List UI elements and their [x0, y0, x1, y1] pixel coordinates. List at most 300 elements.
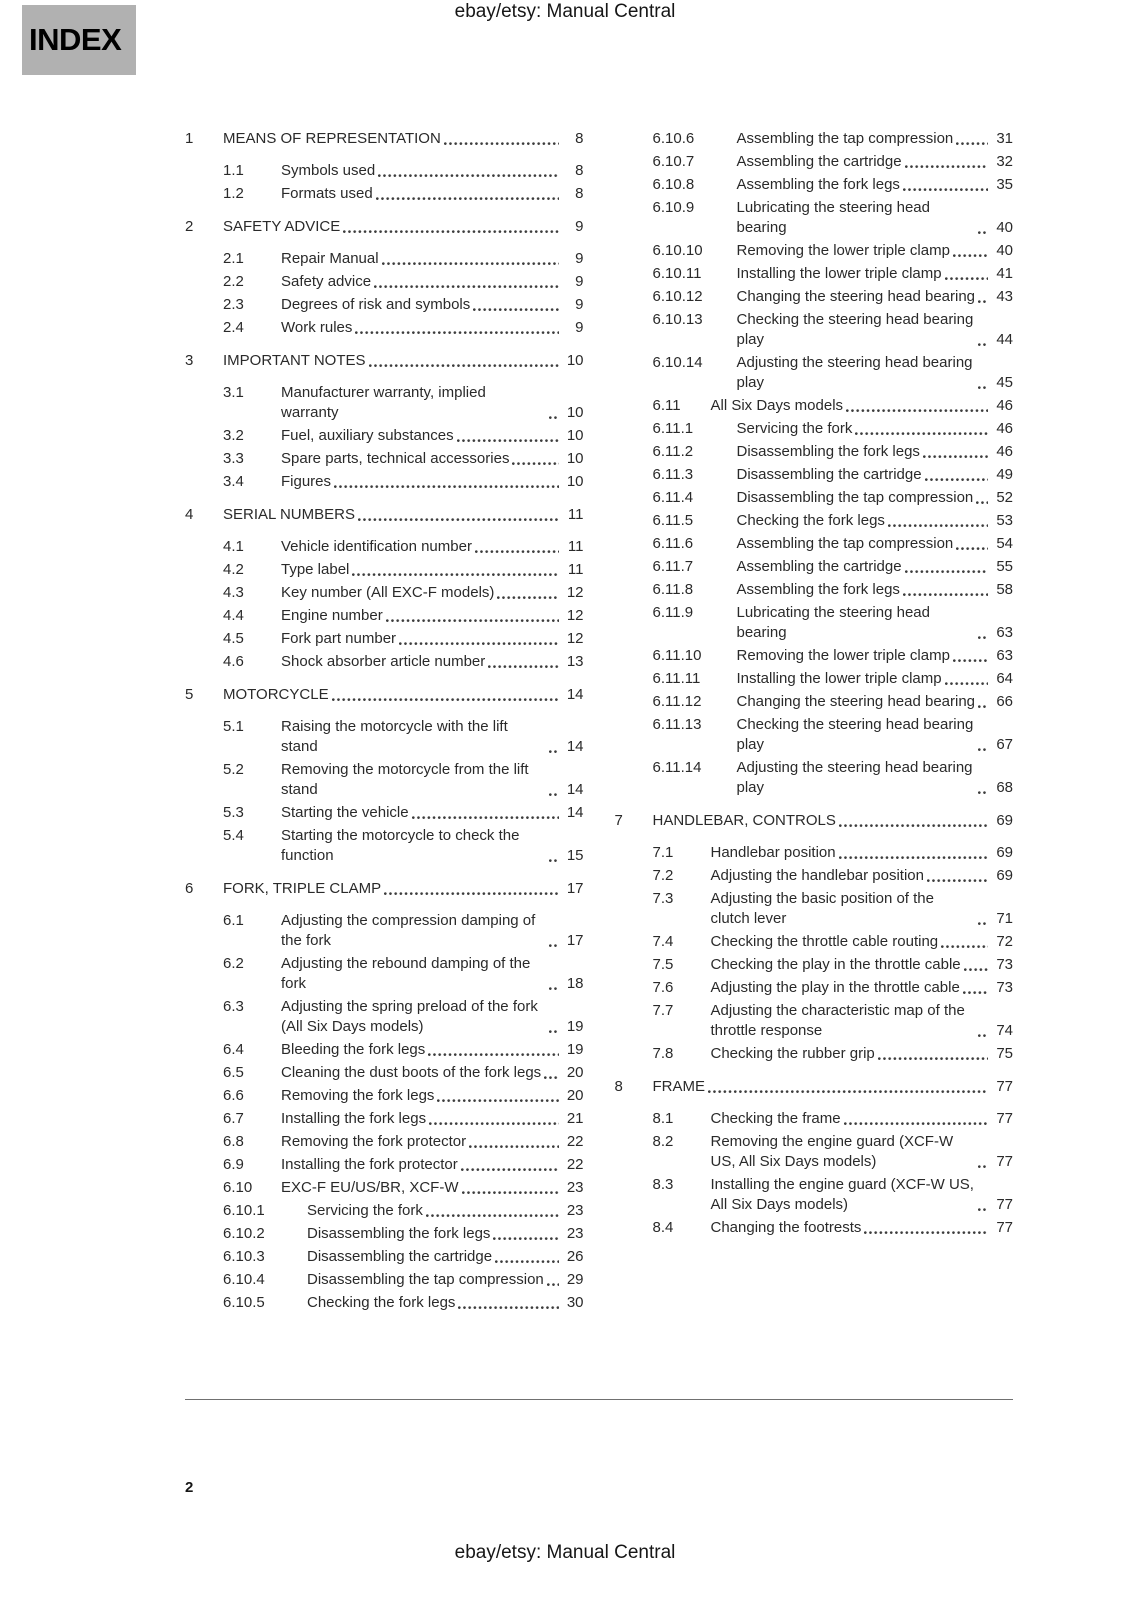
toc-entry-number: 1	[185, 130, 194, 147]
toc-entry-title: Adjusting the handlebar position	[710, 867, 924, 884]
toc-entry-title: FRAME	[652, 1078, 705, 1095]
toc-entry	[223, 383, 584, 423]
toc-entry-title: Disassembling the fork legs	[307, 1225, 491, 1242]
toc-entry-page: 10	[566, 450, 584, 467]
toc-entry-number: 1.1	[223, 162, 244, 179]
toc-entry	[223, 184, 584, 204]
dot-leader	[378, 174, 558, 177]
toc-entry-title: Checking the throttle cable routing	[710, 933, 939, 950]
toc-entry-number: 6.11.5	[652, 512, 694, 529]
toc-entry-page: 46	[996, 443, 1013, 460]
dot-leader	[927, 879, 988, 882]
toc-entry-title: Checking the frame	[710, 1110, 841, 1127]
toc-entry-title: Lubricating the steering head bearing	[736, 604, 930, 641]
dot-leader	[475, 550, 559, 553]
toc-entry-page: 52	[996, 489, 1013, 506]
dot-leader	[457, 439, 559, 442]
toc-entry	[653, 692, 1014, 712]
dot-leader	[428, 1053, 558, 1056]
toc-entry	[653, 603, 1014, 643]
toc-entry-page: 10	[566, 473, 584, 490]
toc-entry-number: 7.7	[652, 1002, 674, 1019]
toc-entry-title: Assembling the tap compression	[736, 535, 954, 552]
toc-entry-number: 2.1	[223, 250, 244, 267]
toc-entry	[223, 1293, 584, 1313]
toc-entry	[653, 843, 1014, 863]
toc-entry-title: Adjusting the spring preload of the fork (All Six Days models)	[281, 998, 538, 1035]
dot-leader	[473, 308, 558, 311]
toc-entry-page: 11	[567, 538, 584, 555]
toc-entry-title: Key number (All EXC-F models)	[281, 584, 495, 601]
dot-leader	[374, 285, 558, 288]
dot-leader	[343, 230, 558, 233]
toc-entry-page: 9	[575, 250, 584, 267]
dot-leader	[399, 642, 558, 645]
toc-entry-page: 68	[996, 779, 1013, 796]
dot-leader	[953, 254, 988, 257]
toc-entry-page: 21	[566, 1110, 584, 1127]
toc-entry-number: 8	[614, 1078, 623, 1095]
toc-entry	[615, 811, 1014, 831]
dot-leader	[497, 596, 558, 599]
dot-leader	[437, 1099, 558, 1102]
toc-entry-page: 64	[996, 670, 1013, 687]
dot-leader	[332, 698, 559, 701]
toc-entry-page: 35	[996, 176, 1013, 193]
header-title: ebay/etsy: Manual Central	[454, 1, 676, 22]
toc-entry-page: 23	[566, 1202, 584, 1219]
toc-entry	[653, 175, 1014, 195]
toc-entry-page: 71	[996, 910, 1013, 927]
toc-entry-number: 6.6	[223, 1087, 244, 1104]
toc-entry-page: 10	[566, 404, 584, 421]
toc-entry-number: 7.4	[652, 933, 674, 950]
toc-entry-title: Adjusting the characteristic map of the throttle response	[710, 1002, 965, 1039]
toc-entry-number: 2.2	[223, 273, 244, 290]
toc-entry-title: Disassembling the cartridge	[307, 1248, 493, 1265]
dot-leader	[549, 859, 559, 862]
toc-entry	[223, 1270, 584, 1290]
toc-entry-number: 8.2	[652, 1133, 674, 1150]
toc-entry-page: 73	[996, 956, 1013, 973]
toc-entry-number: 4.4	[223, 607, 244, 624]
dot-leader	[978, 1208, 988, 1211]
dot-leader	[549, 416, 559, 419]
toc-entry-number: 4.3	[223, 584, 244, 601]
toc-entry	[223, 1109, 584, 1129]
dot-leader	[978, 1165, 988, 1168]
toc-entry-title: MEANS OF REPRESENTATION	[223, 130, 441, 147]
toc-entry-page: 30	[566, 1294, 584, 1311]
toc-entry-number: 6.10	[223, 1179, 253, 1196]
dot-leader	[488, 665, 558, 668]
toc-entry-title: Shock absorber article number	[281, 653, 486, 670]
toc-entry-number: 6.7	[223, 1110, 244, 1127]
toc-entry	[223, 1086, 584, 1106]
toc-entry-number: 6.5	[223, 1064, 244, 1081]
toc-entry	[653, 310, 1014, 350]
toc-entry-number: 3.1	[223, 384, 244, 401]
toc-entry-title: Work rules	[281, 319, 353, 336]
toc-entry-page: 23	[566, 1179, 584, 1196]
toc-entry-page: 53	[996, 512, 1013, 529]
toc-entry-number: 7.2	[652, 867, 674, 884]
toc-entry-title: Adjusting the steering head bearing play	[736, 759, 973, 796]
toc-entry-title: Disassembling the tap compression	[736, 489, 974, 506]
dot-leader	[945, 277, 988, 280]
toc-entry-number: 6.11.3	[652, 466, 694, 483]
toc-entry-title: Installing the fork legs	[281, 1110, 427, 1127]
toc-entry	[223, 606, 584, 626]
dot-leader	[462, 1191, 559, 1194]
toc-entry-number: 7.1	[652, 844, 674, 861]
toc-entry	[223, 1224, 584, 1244]
toc-entry	[185, 217, 584, 237]
toc-entry	[223, 583, 584, 603]
toc-entry	[653, 396, 1014, 416]
toc-entry-page: 14	[566, 686, 584, 703]
toc-entry	[653, 129, 1014, 149]
toc-entry-number: 6.10.9	[652, 199, 695, 216]
toc-entry	[223, 1040, 584, 1060]
dot-leader	[978, 386, 988, 389]
toc-entry-title: Checking the steering head bearing play	[736, 716, 974, 753]
toc-entry-page: 40	[996, 219, 1013, 236]
toc-entry-page: 12	[566, 630, 584, 647]
dot-leader	[549, 987, 559, 990]
toc-entry-page: 9	[575, 218, 584, 235]
toc-entry	[653, 932, 1014, 952]
toc-entry-page: 14	[566, 804, 584, 821]
toc-entry-number: 6.11.1	[652, 420, 694, 437]
toc-entry-title: Engine number	[281, 607, 383, 624]
toc-entry	[653, 264, 1014, 284]
table-of-contents	[185, 129, 1013, 1316]
toc-entry-title: Starting the vehicle	[281, 804, 409, 821]
dot-leader	[461, 1168, 559, 1171]
toc-entry-page: 29	[566, 1271, 584, 1288]
toc-entry-number: 6.11.13	[652, 716, 702, 733]
toc-entry	[653, 866, 1014, 886]
dot-leader	[905, 165, 988, 168]
toc-entry-page: 14	[566, 781, 584, 798]
toc-entry-title: Adjusting the rebound damping of the fork	[281, 955, 531, 992]
toc-entry	[653, 557, 1014, 577]
toc-entry-page: 77	[996, 1110, 1013, 1127]
toc-entry-title: SERIAL NUMBERS	[223, 506, 355, 523]
toc-entry-number: 6.11.11	[652, 670, 701, 687]
toc-entry-page: 9	[575, 273, 584, 290]
toc-entry-page: 69	[996, 867, 1013, 884]
toc-entry-number: 4.1	[223, 538, 244, 555]
toc-entry-number: 7.8	[652, 1045, 674, 1062]
toc-entry	[615, 1077, 1014, 1097]
toc-entry-number: 4	[185, 506, 194, 523]
toc-entry	[223, 472, 584, 492]
toc-entry-title: Degrees of risk and symbols	[281, 296, 471, 313]
toc-entry	[653, 442, 1014, 462]
dot-leader	[547, 1283, 559, 1286]
dot-leader	[888, 524, 988, 527]
toc-entry	[653, 511, 1014, 531]
toc-entry-page: 72	[996, 933, 1013, 950]
toc-entry-page: 63	[996, 624, 1013, 641]
dot-leader	[956, 547, 988, 550]
toc-entry	[223, 295, 584, 315]
toc-entry-number: 6.10.5	[223, 1294, 265, 1311]
toc-entry-number: 8.3	[652, 1176, 674, 1193]
dot-leader	[708, 1090, 988, 1093]
toc-entry	[653, 1044, 1014, 1064]
toc-entry-page: 9	[575, 296, 584, 313]
toc-entry	[223, 449, 584, 469]
toc-entry	[223, 717, 584, 757]
toc-entry-title: Installing the fork protector	[281, 1156, 458, 1173]
toc-entry-page: 73	[996, 979, 1013, 996]
toc-entry-title: All Six Days models	[710, 397, 844, 414]
dot-leader	[903, 593, 988, 596]
dot-leader	[941, 945, 988, 948]
toc-entry-number: 6.8	[223, 1133, 244, 1150]
toc-entry-number: 7.3	[652, 890, 674, 907]
toc-entry-page: 54	[996, 535, 1013, 552]
toc-entry-title: Adjusting the steering head bearing play	[736, 354, 973, 391]
toc-entry-title: Lubricating the steering head bearing	[736, 199, 930, 236]
dot-leader	[355, 331, 558, 334]
dot-leader	[978, 791, 988, 794]
toc-entry	[653, 978, 1014, 998]
toc-entry	[223, 1132, 584, 1152]
toc-entry-number: 6.11.10	[652, 647, 702, 664]
toc-entry-title: EXC-F EU/US/BR, XCF-W	[281, 1179, 459, 1196]
dot-leader	[549, 1030, 559, 1033]
toc-entry-page: 11	[567, 506, 584, 523]
toc-entry-title: Safety advice	[281, 273, 372, 290]
toc-entry-title: Bleeding the fork legs	[281, 1041, 426, 1058]
toc-entry-page: 69	[996, 812, 1013, 829]
toc-entry-number: 6.11.4	[652, 489, 694, 506]
toc-entry	[223, 272, 584, 292]
toc-entry-number: 3.2	[223, 427, 244, 444]
toc-entry-page: 46	[996, 397, 1013, 414]
dot-leader	[495, 1260, 558, 1263]
toc-entry	[653, 1132, 1014, 1172]
dot-leader	[839, 824, 988, 827]
toc-entry-number: 7	[614, 812, 623, 829]
toc-entry-page: 10	[566, 352, 584, 369]
toc-entry-title: Checking the rubber grip	[710, 1045, 875, 1062]
toc-entry	[185, 685, 584, 705]
toc-entry-title: Removing the lower triple clamp	[736, 647, 950, 664]
dot-leader	[382, 262, 559, 265]
toc-entry-number: 3	[185, 352, 194, 369]
dot-leader	[469, 1145, 558, 1148]
toc-entry-title: Disassembling the tap compression	[307, 1271, 544, 1288]
toc-entry-number: 4.6	[223, 653, 244, 670]
toc-entry-number: 6.10.1	[223, 1202, 265, 1219]
dot-leader	[978, 748, 988, 751]
toc-entry-title: Removing the motorcycle from the lift stand	[281, 761, 529, 798]
toc-entry-title: Changing the steering head bearing	[736, 693, 976, 710]
toc-entry-title: Fork part number	[281, 630, 397, 647]
page-number: 2	[185, 1479, 194, 1496]
toc-entry	[223, 249, 584, 269]
toc-entry-page: 32	[996, 153, 1013, 170]
toc-entry	[653, 287, 1014, 307]
toc-entry-page: 12	[566, 584, 584, 601]
toc-entry-page: 20	[566, 1087, 584, 1104]
dot-leader	[976, 501, 988, 504]
toc-entry-number: 7.6	[652, 979, 674, 996]
footer-title: ebay/etsy: Manual Central	[454, 1542, 676, 1563]
toc-entry-title: IMPORTANT NOTES	[223, 352, 366, 369]
toc-entry-page: 8	[575, 130, 584, 147]
toc-entry-page: 77	[996, 1078, 1013, 1095]
toc-entry-title: Vehicle identification number	[281, 538, 472, 555]
dot-leader	[544, 1076, 558, 1079]
dot-leader	[903, 188, 988, 191]
toc-entry-number: 6.1	[223, 912, 244, 929]
toc-entry	[653, 646, 1014, 666]
toc-entry	[653, 580, 1014, 600]
toc-entry-number: 6.10.8	[652, 176, 695, 193]
toc-entry-number: 6.2	[223, 955, 244, 972]
toc-entry-title: Removing the engine guard (XCF-W US, All Six Days models)	[710, 1133, 954, 1170]
toc-entry-number: 6.10.3	[223, 1248, 265, 1265]
dot-leader	[978, 922, 988, 925]
toc-entry-title: Checking the fork legs	[736, 512, 885, 529]
dot-leader	[945, 682, 988, 685]
toc-entry-page: 8	[575, 185, 584, 202]
index-tab	[22, 5, 136, 75]
toc-entry	[223, 1201, 584, 1221]
toc-entry-title: Servicing the fork	[307, 1202, 423, 1219]
toc-entry-title: Removing the lower triple clamp	[736, 242, 950, 259]
toc-entry-number: 6.10.2	[223, 1225, 265, 1242]
toc-entry	[653, 1175, 1014, 1215]
toc-entry	[223, 652, 584, 672]
dot-leader	[846, 409, 988, 412]
toc-entry	[653, 534, 1014, 554]
toc-entry-title: Disassembling the cartridge	[736, 466, 922, 483]
toc-entry	[653, 198, 1014, 238]
toc-entry-page: 19	[566, 1041, 584, 1058]
toc-entry-title: Checking the play in the throttle cable	[710, 956, 961, 973]
dot-leader	[549, 944, 559, 947]
dot-leader	[956, 142, 988, 145]
dot-leader	[839, 856, 988, 859]
toc-entry-number: 6.11.14	[652, 759, 702, 776]
toc-entry-title: Raising the motorcycle with the lift stand	[281, 718, 508, 755]
toc-entry-title: Checking the steering head bearing play	[736, 311, 974, 348]
toc-entry-title: Removing the fork legs	[281, 1087, 435, 1104]
toc-entry-page: 14	[566, 738, 584, 755]
dot-leader	[953, 659, 988, 662]
toc-entry-page: 69	[996, 844, 1013, 861]
toc-entry-number: 3.3	[223, 450, 244, 467]
toc-entry-page: 8	[575, 162, 584, 179]
toc-entry-title: FORK, TRIPLE CLAMP	[223, 880, 382, 897]
toc-entry-number: 6.11.8	[652, 581, 694, 598]
toc-entry-number: 5	[185, 686, 194, 703]
toc-entry-page: 63	[996, 647, 1013, 664]
toc-entry-page: 31	[996, 130, 1013, 147]
toc-entry-page: 46	[996, 420, 1013, 437]
dot-leader	[963, 991, 988, 994]
toc-entry-page: 19	[566, 1018, 584, 1035]
toc-entry-page: 22	[566, 1156, 584, 1173]
toc-entry-number: 3.4	[223, 473, 244, 490]
toc-entry	[653, 241, 1014, 261]
dot-leader	[334, 485, 558, 488]
toc-entry-number: 1.2	[223, 185, 244, 202]
toc-entry-page: 77	[996, 1196, 1013, 1213]
dot-leader	[376, 197, 559, 200]
toc-entry-page: 15	[566, 847, 584, 864]
toc-entry-title: Installing the lower triple clamp	[736, 670, 942, 687]
toc-entry-page: 74	[996, 1022, 1013, 1039]
toc-entry-title: Installing the engine guard (XCF-W US, All Six Days models)	[710, 1176, 974, 1213]
dot-leader	[978, 636, 988, 639]
toc-entry-number: 6.10.12	[652, 288, 703, 305]
toc-entry-title: Adjusting the basic position of the clutch lever	[710, 890, 934, 927]
toc-entry-number: 5.2	[223, 761, 244, 778]
toc-entry-page: 11	[567, 561, 584, 578]
toc-entry-number: 6.11.6	[652, 535, 694, 552]
toc-entry	[223, 629, 584, 649]
toc-column-right	[615, 129, 1014, 1316]
toc-entry-number: 2.4	[223, 319, 244, 336]
toc-entry	[223, 318, 584, 338]
dot-leader	[358, 518, 559, 521]
toc-entry-page: 49	[996, 466, 1013, 483]
toc-entry-number: 2.3	[223, 296, 244, 313]
toc-entry-page: 40	[996, 242, 1013, 259]
toc-entry-title: HANDLEBAR, CONTROLS	[652, 812, 836, 829]
toc-entry-title: Figures	[281, 473, 332, 490]
toc-entry	[653, 353, 1014, 393]
toc-entry-title: Type label	[281, 561, 350, 578]
toc-entry-number: 6.10.4	[223, 1271, 265, 1288]
toc-entry-page: 26	[566, 1248, 584, 1265]
toc-entry	[223, 161, 584, 181]
dot-leader	[844, 1122, 988, 1125]
toc-entry	[185, 129, 584, 149]
toc-entry	[653, 465, 1014, 485]
toc-entry-title: Symbols used	[281, 162, 376, 179]
toc-entry-page: 9	[575, 319, 584, 336]
toc-entry	[653, 669, 1014, 689]
toc-entry-page: 12	[566, 607, 584, 624]
toc-entry-number: 5.1	[223, 718, 244, 735]
toc-entry-title: Assembling the fork legs	[736, 176, 900, 193]
dot-leader	[964, 968, 988, 971]
toc-entry-number: 4.5	[223, 630, 244, 647]
dot-leader	[923, 455, 988, 458]
toc-entry-number: 6.10.6	[652, 130, 695, 147]
dot-leader	[855, 432, 988, 435]
toc-entry-title: Spare parts, technical accessories	[281, 450, 510, 467]
toc-entry-number: 6.11.12	[652, 693, 702, 710]
toc-entry-page: 17	[566, 932, 584, 949]
toc-entry-page: 10	[566, 427, 584, 444]
toc-entry	[223, 997, 584, 1037]
dot-leader	[458, 1306, 558, 1309]
toc-entry-number: 6.10.7	[652, 153, 695, 170]
toc-entry-number: 6.11.2	[652, 443, 694, 460]
dot-leader	[549, 750, 559, 753]
toc-entry-page: 20	[566, 1064, 584, 1081]
